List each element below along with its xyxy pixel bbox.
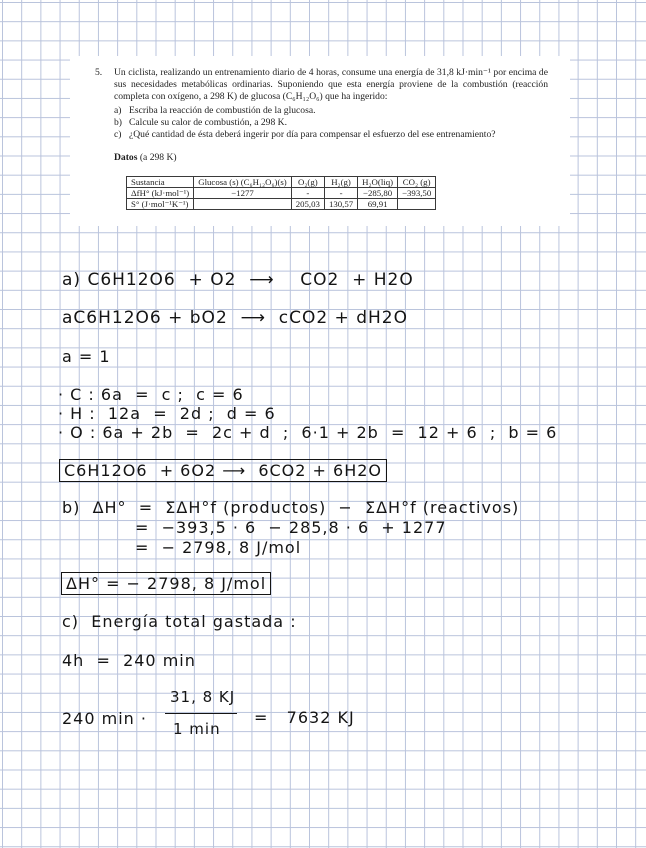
table-cell: S° (J·mol⁻¹K⁻¹) [127,199,194,210]
balance-oxygen: · O : 6a + 2b = 2c + d ; 6·1 + 2b = 12 + 6 ; b = 6 [58,423,558,442]
table-header-cell: O₂(g) [291,177,324,188]
fraction-denominator: 1 min [173,720,221,738]
table-header-row [127,177,436,188]
table-header-cell: Glucosa (s) (C₆H₁₂O₆)(s) [194,177,292,188]
energy-fraction [165,688,237,746]
problem-intro: Un ciclista, realizando un entrenamiento diario de 4 horas, consume una energía de 31,8 kJ·min⁻¹ por encima de sus necesidades metabólicas ordinarias. Suponiendo que esta energía proviene de la combustión (reacción completa con oxígeno, a 298 K) de glucosa (C₆H₁₂O₆) que ha ingerido: [114,67,548,103]
item-text: Calcule su calor de combustión, a 298 K. [129,117,287,128]
table-cell: −285,80 [358,188,398,199]
energy-calc-left: 240 min · [62,709,147,728]
table-cell: 69,91 [358,199,398,210]
balance-carbon: · C : 6a = c ; c = 6 [58,385,244,404]
coef-a: a = 1 [62,347,111,366]
answer-c-heading: c) Energía total gastada : [62,612,297,631]
table-cell: - [324,188,357,199]
item-letter: a) [114,105,122,116]
table-cell: −1277 [194,188,292,199]
item-text: ¿Qué cantidad de ésta deberá ingerir por día para compensar el esfuerzo del ese entrenamiento? [129,129,496,140]
table-cell: −393,50 [398,188,436,199]
answer-b-enthalpy-formula: b) ΔH° = ΣΔH°f (productos) − ΣΔH°f (reactivos) [62,498,520,517]
enthalpy-result: = − 2798, 8 J/mol [135,538,302,557]
problem-item-b [114,117,287,129]
table-header-cell: H₂O(liq) [358,177,398,188]
table-cell: 205,03 [291,199,324,210]
table-header-cell: H₂(g) [324,177,357,188]
table-cell: 130,57 [324,199,357,210]
hours-to-minutes: 4h = 240 min [62,651,196,670]
enthalpy-substitution: = −393,5 · 6 − 285,8 · 6 + 1277 [135,518,447,537]
table-header-cell: CO₂ (g) [398,177,436,188]
generic-equation: aC6H12O6 + bO2 ⟶ cCO2 + dH2O [62,308,408,328]
energy-calc-result: = 7632 KJ [254,708,355,727]
fraction-bar [165,713,237,714]
item-text: Escriba la reacción de combustión de la glucosa. [129,105,316,116]
table-cell: - [291,188,324,199]
datos-label: Datos [114,152,138,163]
table-row [127,188,436,199]
table-header-cell: Sustancia [127,177,194,188]
balance-hydrogen: · H : 12a = 2d ; d = 6 [58,404,276,423]
datos-heading [114,152,177,164]
table-row [127,199,436,210]
printed-problem-sheet [70,56,570,226]
table-cell [194,199,292,210]
datos-suffix: (a 298 K) [137,152,177,163]
item-letter: c) [114,129,122,140]
fraction-numerator: 31, 8 KJ [170,688,236,706]
problem-item-a [114,105,315,117]
item-letter: b) [114,117,122,128]
answer-a-reaction: a) C6H12O6 + O2 ⟶ CO2 + H2O [62,270,414,290]
enthalpy-result-box: ΔH° = − 2798, 8 J/mol [61,572,271,595]
thermo-data-table [126,176,436,210]
table-cell [398,199,436,210]
balanced-equation-box: C6H12O6 + 6O2 ⟶ 6CO2 + 6H2O [59,459,387,482]
problem-item-c [114,129,496,141]
problem-number: 5. [95,67,103,78]
table-cell: ΔfH° (kJ·mol⁻¹) [127,188,194,199]
